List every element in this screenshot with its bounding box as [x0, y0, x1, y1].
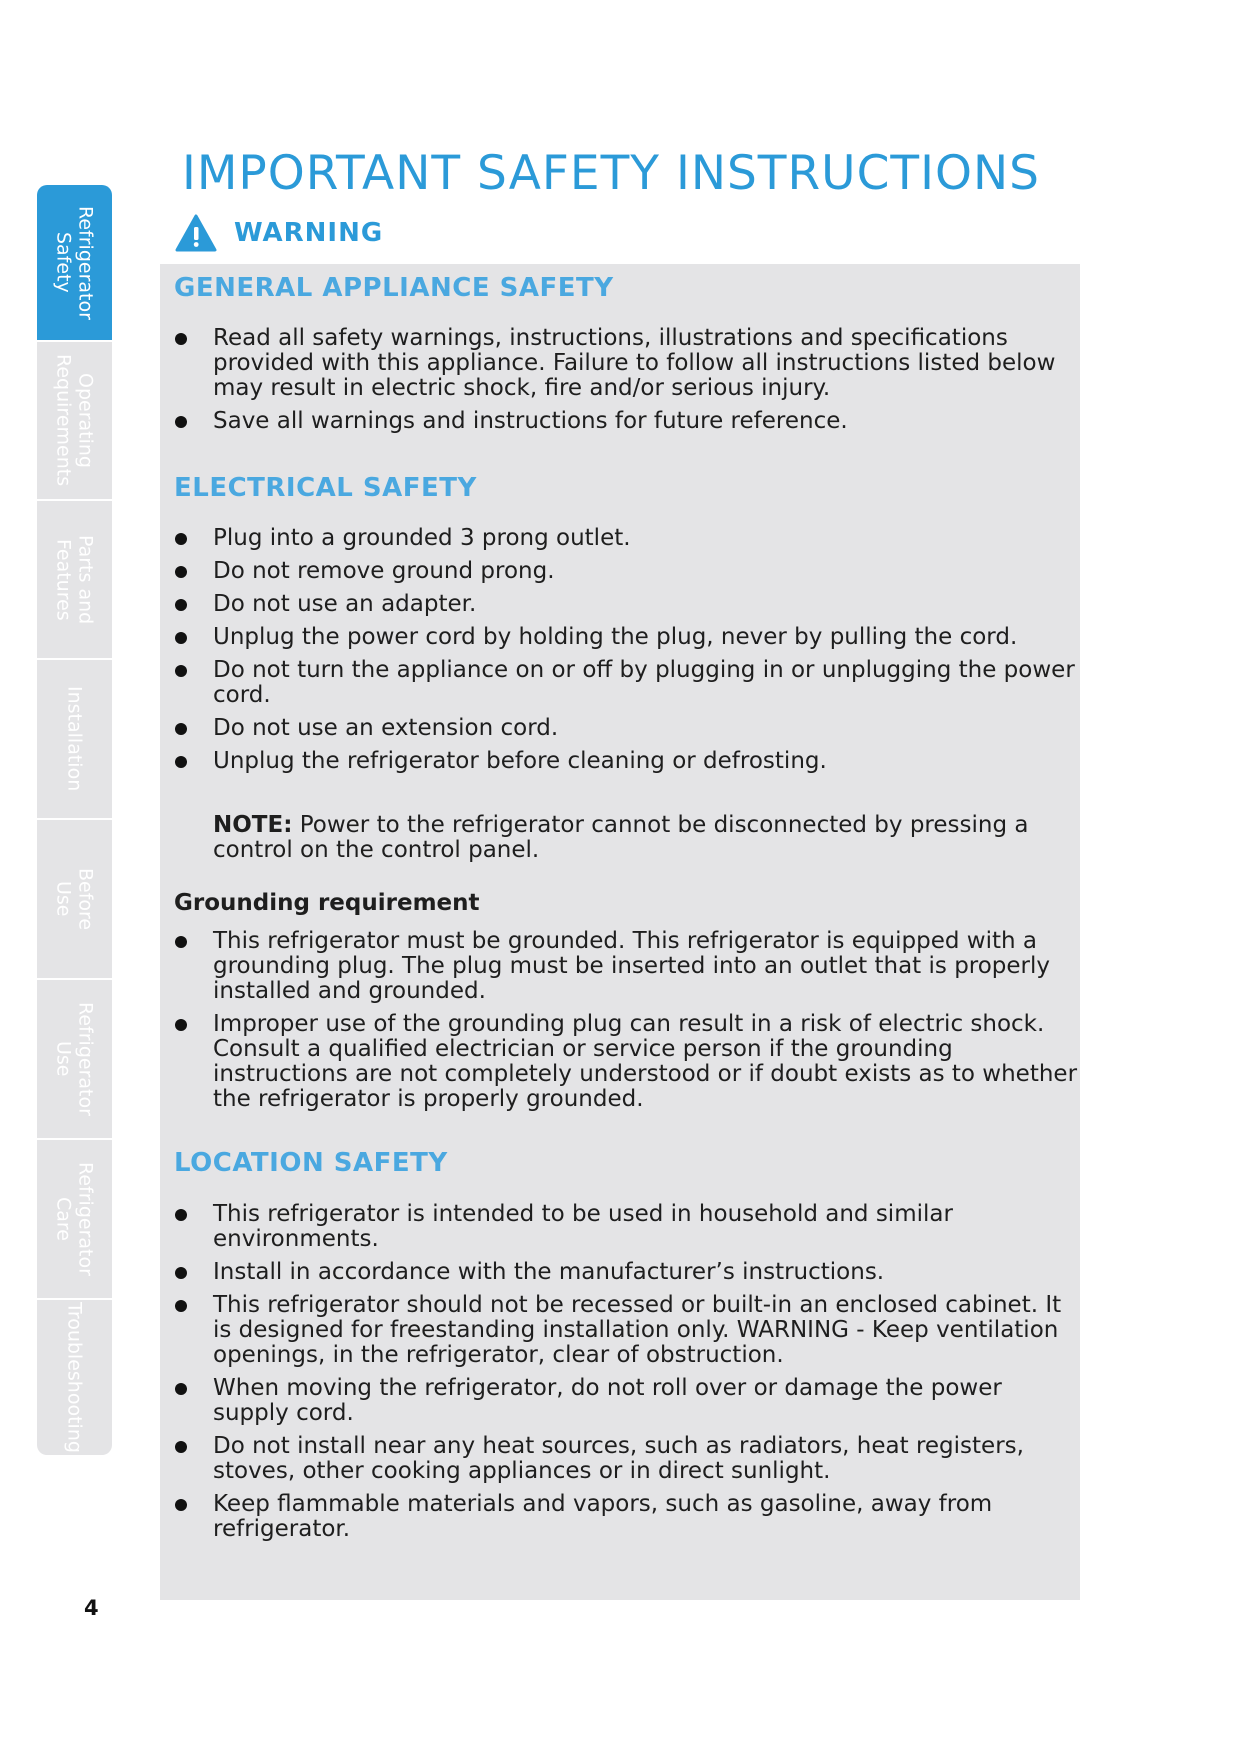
tab-label: Refrigerator Safety [52, 205, 97, 320]
list-item: When moving the refrigerator, do not roll over or damage the power supply cord. [174, 1376, 1084, 1426]
tab-refrigerator-use[interactable] [37, 980, 112, 1140]
list-item: Keep flammable materials and vapors, such as gasoline, away from refrigerator. [174, 1492, 1084, 1542]
tab-refrigerator-care[interactable] [37, 1140, 112, 1300]
location-list [174, 1202, 1084, 1550]
list-item: Install in accordance with the manufacturer’s instructions. [174, 1260, 1084, 1285]
tab-parts-and-features[interactable] [37, 501, 112, 660]
tab-label: Refrigerator Care [52, 1162, 97, 1276]
tab-label: Parts and Features [52, 534, 97, 625]
list-item: Do not use an extension cord. [174, 716, 1084, 741]
list-item: Improper use of the grounding plug can result in a risk of electric shock. Consult a qualified electrician or service person if the grounding instructions are not completely understood or if doubt exists as to whether the refrigerator is properly grounded. [174, 1012, 1084, 1112]
general-list [174, 326, 1084, 442]
list-item: Do not turn the appliance on or off by plugging in or unplugging the power cord. [174, 658, 1084, 708]
note-text: Power to the refrigerator cannot be disconnected by pressing a control on the control panel. [213, 812, 1029, 863]
section-heading-general: GENERAL APPLIANCE SAFETY [174, 273, 614, 303]
tab-label: Refrigerator Use [52, 1002, 97, 1116]
section-tabs [37, 185, 112, 1470]
warning-header [175, 214, 383, 252]
warning-label: WARNING [234, 218, 384, 248]
list-item: Plug into a grounded 3 prong outlet. [174, 526, 1084, 551]
tab-installation[interactable] [37, 660, 112, 820]
electrical-list [174, 526, 1084, 782]
electrical-note [213, 813, 1083, 863]
tab-label: Installation [63, 686, 86, 792]
tab-troubleshooting[interactable] [37, 1300, 112, 1455]
tab-before-use[interactable] [37, 820, 112, 980]
list-item: Do not install near any heat sources, such as radiators, heat registers, stoves, other cooking appliances or in direct sunlight. [174, 1434, 1084, 1484]
grounding-heading: Grounding requirement [174, 890, 480, 916]
page-title: IMPORTANT SAFETY INSTRUCTIONS [182, 146, 1040, 201]
list-item: Unplug the refrigerator before cleaning or defrosting. [174, 749, 1084, 774]
tab-label: Operating Requirements [52, 354, 97, 487]
list-item: Save all warnings and instructions for future reference. [174, 409, 1084, 434]
section-heading-location: LOCATION SAFETY [174, 1148, 448, 1178]
list-item: Unplug the power cord by holding the plug, never by pulling the cord. [174, 625, 1084, 650]
note-label: NOTE: [213, 812, 293, 838]
section-heading-electrical: ELECTRICAL SAFETY [174, 473, 477, 503]
tab-label: Before Use [52, 867, 97, 931]
warning-triangle-icon [175, 214, 217, 252]
list-item: This refrigerator is intended to be used in household and similar environments. [174, 1202, 1084, 1252]
list-item: Do not use an adapter. [174, 592, 1084, 617]
list-item: This refrigerator should not be recessed or built-in an enclosed cabinet. It is designed for freestanding installation only. WARNING - Keep ventilation openings, in the refrigerator, clear of obstruction. [174, 1293, 1084, 1368]
grounding-list [174, 929, 1084, 1120]
list-item: This refrigerator must be grounded. This refrigerator is equipped with a grounding plug. The plug must be inserted into an outlet that is properly installed and grounded. [174, 929, 1084, 1004]
tab-operating-requirements[interactable] [37, 342, 112, 501]
tab-label: Troubleshooting [63, 1302, 86, 1453]
page-number: 4 [84, 1596, 99, 1620]
list-item: Read all safety warnings, instructions, illustrations and specifications provided with this appliance. Failure to follow all instructions listed below may result in electric shock, fire and/or serious injury. [174, 326, 1084, 401]
list-item: Do not remove ground prong. [174, 559, 1084, 584]
tab-refrigerator-safety[interactable] [37, 185, 112, 342]
